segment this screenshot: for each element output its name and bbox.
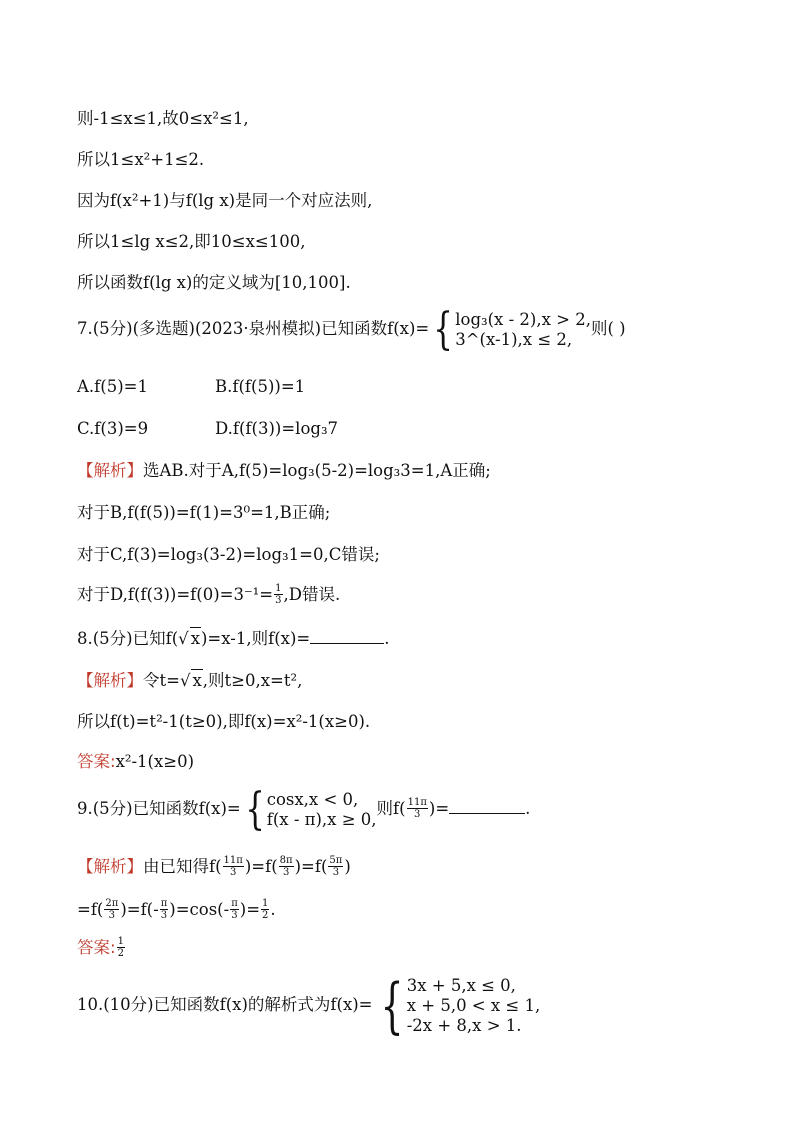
piecewise-function: [429, 303, 591, 355]
option-b: B.f(f(5))=1: [215, 377, 306, 396]
question-text: 10.(10分)已知函数f(x)的解析式为f(x)=: [77, 995, 373, 1014]
solution-text: ,则t≥0,x=t²,: [202, 671, 303, 690]
answer-blank: [449, 812, 525, 814]
case-2: 3^(x-1),x ≤ 2,: [455, 329, 573, 349]
solution-line: [77, 584, 340, 607]
fraction: $\frac{11\pi}{3}$: [407, 797, 427, 820]
fraction: $\frac{1}{2}$: [262, 898, 269, 921]
question-7-stem: [77, 303, 626, 355]
answer-paren: 则( ): [590, 319, 626, 338]
case-1: log₃(x - 2),x > 2,: [455, 309, 591, 329]
solution-line: [77, 669, 302, 692]
answer-line: [77, 937, 126, 960]
case-2: x + 5,0 < x ≤ 1,: [406, 995, 541, 1015]
answer-label: 答案:: [77, 752, 116, 771]
sqrt-content: x: [192, 671, 202, 690]
question-9-stem: [77, 783, 531, 835]
solution-text: 令t=: [143, 671, 180, 690]
question-text: .: [384, 629, 390, 648]
question-text: 9.(5分)已知函数f(x)=: [77, 799, 241, 818]
solution-text: =f(: [77, 900, 104, 919]
brace-icon: {: [244, 783, 265, 835]
answer-blank: [310, 642, 384, 644]
fraction: $\frac{\pi}{3}$: [231, 898, 238, 921]
case-1: 3x + 5,x ≤ 0,: [406, 975, 516, 995]
fraction: $\frac{2\pi}{3}$: [105, 898, 119, 921]
text-line: 所以1≤lg x≤2,即10≤x≤100,: [77, 232, 306, 251]
sqrt-symbol: √: [179, 671, 191, 690]
question-8-stem: [77, 627, 389, 650]
jiexi-label: 【解析】: [77, 461, 143, 480]
question-text: )=: [428, 799, 450, 818]
solution-text: ,D错误.: [283, 585, 341, 604]
solution-text: )=cos(-: [169, 900, 230, 919]
question-text: 8.(5分)已知f(: [77, 629, 179, 648]
solution-line: 所以f(t)=t²-1(t≥0),即f(x)=x²-1(x≥0).: [77, 712, 371, 731]
case-1: cosx,x < 0,: [266, 789, 359, 809]
option-d: D.f(f(3))=log₃7: [215, 419, 339, 438]
solution-text: .: [270, 900, 276, 919]
case-2: f(x - π),x ≥ 0,: [266, 809, 377, 829]
fraction: $\frac{\pi}{3}$: [160, 898, 168, 921]
solution-line: [77, 899, 276, 922]
solution-text: )=: [239, 900, 261, 919]
solution-text: 由已知得f(: [143, 857, 222, 876]
text-line: 因为f(x²+1)与f(lg x)是同一个对应法则,: [77, 191, 373, 210]
answer-label: 答案:: [77, 938, 116, 957]
fraction: $\frac{8\pi}{3}$: [279, 855, 293, 878]
solution-text: 对于D,f(f(3))=f(0)=3⁻¹=: [77, 585, 274, 604]
question-text: )=x-1,则f(x)=: [201, 629, 311, 648]
brace-icon: {: [380, 970, 404, 1041]
jiexi-label: 【解析】: [77, 671, 143, 690]
text-line: 所以函数f(lg x)的定义域为[10,100].: [77, 273, 351, 292]
sqrt-symbol: √: [178, 629, 189, 648]
sqrt-content: x: [190, 629, 200, 648]
solution-line: [77, 856, 351, 879]
text-line: 所以1≤x²+1≤2.: [77, 150, 205, 169]
answer-line: [77, 751, 194, 773]
solution-line: [77, 460, 491, 482]
brace-icon: {: [433, 303, 454, 355]
question-text: 7.(5分)(多选题)(2023·泉州模拟)已知函数: [77, 319, 388, 338]
solution-line: 对于C,f(3)=log₃(3-2)=log₃1=0,C错误;: [77, 545, 380, 564]
solution-text: )=f(: [244, 857, 278, 876]
question-text: 则f(: [376, 799, 406, 818]
function-name: f(x)=: [387, 319, 430, 338]
answer-text: x²-1(x≥0): [115, 752, 195, 771]
jiexi-label: 【解析】: [77, 857, 143, 876]
fraction: $\frac{11\pi}{3}$: [223, 855, 243, 878]
piecewise-function: [241, 783, 377, 835]
solution-text: 选AB.对于A,f(5)=log₃(5-2)=log₃3=1,A正确;: [143, 461, 491, 480]
solution-text: )=f(: [294, 857, 328, 876]
fraction: $\frac{5\pi}{3}$: [329, 855, 343, 878]
question-10-stem: [77, 970, 541, 1041]
fraction: $\frac{1}{2}$: [117, 936, 124, 959]
solution-text: ): [344, 857, 351, 876]
option-c: C.f(3)=9: [77, 419, 149, 438]
piecewise-function: [373, 970, 541, 1041]
option-a: A.f(5)=1: [77, 377, 148, 396]
solution-line: 对于B,f(f(5))=f(1)=3⁰=1,B正确;: [77, 503, 331, 522]
question-text: .: [525, 799, 531, 818]
solution-text: )=f(-: [120, 900, 159, 919]
case-3: -2x + 8,x > 1.: [406, 1015, 522, 1035]
text-line: 则-1≤x≤1,故0≤x²≤1,: [77, 109, 249, 128]
fraction: $\frac{1}{3}$: [275, 583, 282, 606]
